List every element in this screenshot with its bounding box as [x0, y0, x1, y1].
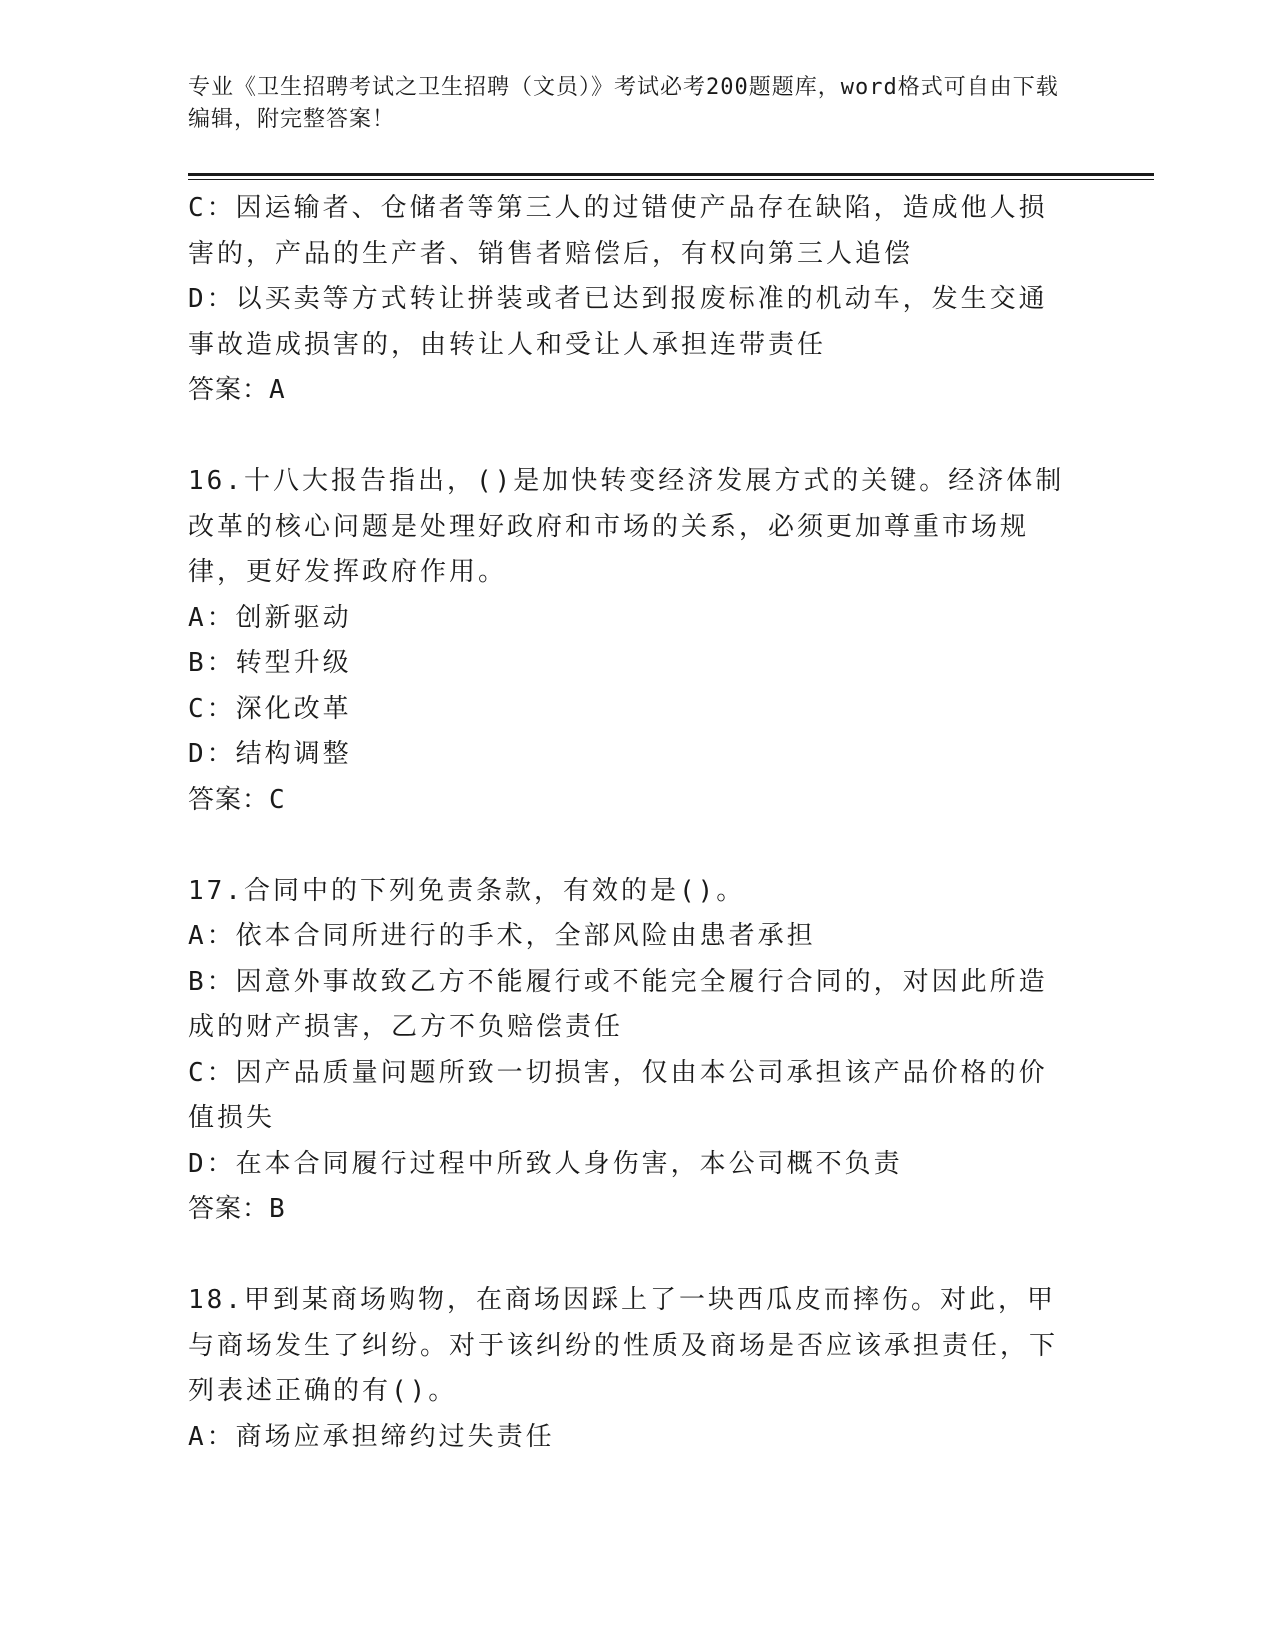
question-stem: 18.甲到某商场购物，在商场因踩上了一块西瓜皮而摔伤。对此，甲与商场发生了纠纷。对于该纠纷的性质及商场是否应该承担责任，下列表述正确的有()。 [188, 1285, 1059, 1406]
option-c: C：因产品质量问题所致一切损害，仅由本公司承担该产品价格的价值损失 [188, 1057, 1048, 1133]
option-b: B：因意外事故致乙方不能履行或不能完全履行合同的，对因此所造成的财产损害，乙方不负赔偿责任 [188, 966, 1048, 1042]
question-17 [188, 869, 1068, 1233]
answer: 答案：B [188, 1194, 286, 1224]
option-a: A：商场应承担缔约过失责任 [188, 1421, 555, 1452]
option-c: C：因运输者、仓储者等第三人的过错使产品存在缺陷，造成他人损害的，产品的生产者、销售者赔偿后，有权向第三人追偿 [188, 193, 1048, 269]
option-d: D：在本合同履行过程中所致人身伤害，本公司概不负责 [188, 1148, 903, 1179]
answer: 答案：C [188, 784, 286, 815]
spacer [188, 823, 1068, 869]
option-d: D：以买卖等方式转让拼装或者已达到报废标准的机动车，发生交通事故造成损害的，由转让人和受让人承担连带责任 [188, 284, 1048, 360]
document-body [188, 186, 1068, 1460]
question-16 [188, 459, 1068, 823]
document-header: 专业《卫生招聘考试之卫生招聘（文员）》考试必考200题题库，word格式可自由下载编辑，附完整答案！ [188, 75, 1059, 132]
question-stem: 17.合同中的下列免责条款，有效的是()。 [188, 875, 746, 906]
answer: 答案：A [188, 375, 286, 405]
question-18 [188, 1278, 1068, 1460]
spacer [188, 1233, 1068, 1279]
question-stem: 16.十八大报告指出，()是加快转变经济发展方式的关键。经济体制改革的核心问题是处理好政府和市场的关系，必须更加尊重市场规律，更好发挥政府作用。 [188, 466, 1065, 587]
option-d: D：结构调整 [188, 739, 352, 769]
header-rule-thin [188, 179, 1154, 180]
header-rule-thick [188, 173, 1154, 176]
spacer [188, 414, 1068, 460]
option-b: B：转型升级 [188, 648, 352, 678]
option-a: A：依本合同所进行的手术，全部风险由患者承担 [188, 921, 816, 951]
option-a: A：创新驱动 [188, 602, 352, 633]
option-c: C：深化改革 [188, 693, 352, 724]
question-15-tail [188, 186, 1068, 414]
